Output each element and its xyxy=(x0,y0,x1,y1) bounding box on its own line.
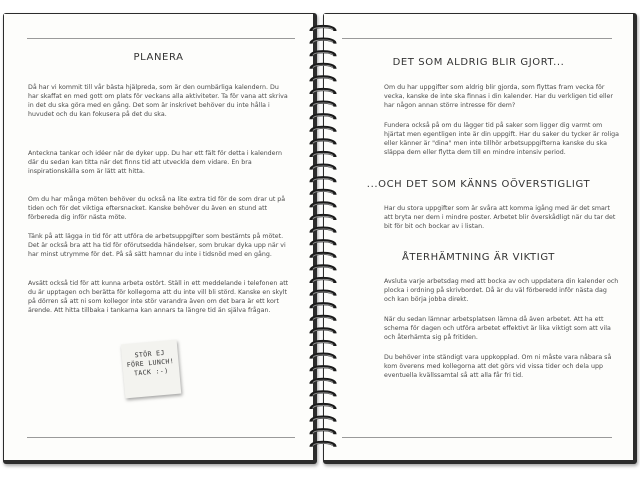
right-page xyxy=(324,14,633,460)
spiral-ring xyxy=(311,291,335,296)
paragraph: Du behöver inte ständigt vara uppkopplad. Om ni måste vara nåbara så kom överens med kollegorna att det görs vid vissa tider och dela upp eventuella kvällssamtal så att alla får fri tid. xyxy=(384,354,612,380)
spiral-ring xyxy=(311,178,335,183)
spiral-ring xyxy=(311,39,335,44)
spiral-ring xyxy=(311,266,335,271)
spiral-ring xyxy=(311,165,335,170)
spiral-ring xyxy=(311,64,335,69)
bottom-rule xyxy=(27,437,295,438)
spiral-ring xyxy=(311,115,335,120)
spiral-ring xyxy=(311,77,335,82)
spiral-ring xyxy=(311,329,335,334)
spiral-ring xyxy=(311,228,335,233)
bottom-rule xyxy=(342,437,612,438)
spiral-ring xyxy=(311,90,335,95)
paragraph: Avsluta varje arbetsdag med att bocka av och uppdatera din kalender och plocka i ordning på skrivbordet. Då är du väl förberedd inför nästa dag och kan börja jobba direkt. xyxy=(384,278,619,304)
section-heading: ÅTERHÄMTNING ÄR VIKTIGT xyxy=(401,252,556,263)
spiral-ring xyxy=(311,316,335,321)
spiral-ring xyxy=(311,354,335,359)
top-rule xyxy=(27,38,295,39)
page-heading: PLANERA xyxy=(133,52,184,63)
spiral-ring xyxy=(311,430,335,435)
sticky-note-line: STÖR EJ xyxy=(134,348,166,360)
spiral-ring xyxy=(311,442,335,447)
top-rule xyxy=(342,38,612,39)
sticky-note-line: TACK :-) xyxy=(133,366,169,378)
spiral-ring xyxy=(311,342,335,347)
spiral-ring xyxy=(311,190,335,195)
section-heading: ...OCH DET SOM KÄNNS OÖVERSTIGLIGT xyxy=(366,179,591,190)
spiral-ring xyxy=(311,140,335,145)
spiral-ring xyxy=(311,203,335,208)
spiral-ring xyxy=(311,241,335,246)
paragraph: Anteckna tankar och idéer när de dyker upp. Du har ett fält för detta i kalendern där du sedan kan titta när det finns tid att utveckla dem vidare. En bra inspirationskälla som är lätt att hitta. xyxy=(28,150,283,176)
spiral-ring xyxy=(311,304,335,309)
sticky-note-line: FÖRE LUNCH! xyxy=(126,356,175,370)
spiral-ring xyxy=(311,379,335,384)
spiral-ring xyxy=(311,102,335,107)
spiral-ring xyxy=(311,216,335,221)
spiral-ring xyxy=(311,52,335,57)
spiral-ring xyxy=(311,367,335,372)
sticky-note xyxy=(121,340,181,399)
paragraph: När du sedan lämnar arbetsplatsen lämna då även arbetet. Att ha ett schema för dagen och utföra arbetet effektivt är lika viktigt som att vila och återhämta sig på fritiden. xyxy=(384,316,611,342)
spiral-ring xyxy=(311,127,335,132)
paragraph: Om du har uppgifter som aldrig blir gjorda, som flyttas fram vecka för vecka, kanske de inte ska finnas i din kalender. Har du verkligen tid eller har någon annan större intresse för dem? xyxy=(384,84,613,110)
spiral-ring xyxy=(311,153,335,158)
spiral-ring xyxy=(311,279,335,284)
spiral-ring xyxy=(311,405,335,410)
paragraph: Har du stora uppgifter som är svåra att komma igång med är det smart att bryta ner dem i mindre poster. Arbetet blir överskådligt när du tar det bit för bit och bockar av i listan. xyxy=(384,205,616,231)
paragraph: Om du har många möten behöver du också na lite extra tid för de som drar ut på tiden och för det viktiga eftersnacket. Kanske behöver du även en stund att förbereda dig inför nästa möte. xyxy=(28,196,286,222)
paragraph: Fundera också på om du lägger tid på saker som ligger dig varmt om hjärtat men egentligen inte är din uppgift. Har du saker du tycker är roliga eller känner är "dina" men inte tillhör arbetsuppgifterna kanske du ska släppa dem eller flytta dem till en mindre intensiv period. xyxy=(384,122,619,157)
spiral-binding xyxy=(308,22,338,452)
paragraph: Tänk på att lägga in tid för att utföra de arbetsuppgifter som bestämts på mötet. Det är också bra att ha tid för oförutsedda händelser, som brukar dyka upp när vi har minst utrymme för det. På så sätt hamnar du inte i tidsnöd med en gång. xyxy=(28,233,286,259)
spiral-ring xyxy=(311,253,335,257)
spiral-ring xyxy=(311,27,335,32)
spiral-ring xyxy=(311,392,335,397)
spiral-ring xyxy=(311,417,335,422)
paragraph: Då har vi kommit till vår bästa hjälpreda, som är den oumbärliga kalendern. Du har skaffat en med gott om plats för veckans alla aktiviteter. Ta för vana att skriva in det du ska göra med en gång. Det som är inskrivet behöver du inte hålla i huvudet och du kan fokusera på det du ska. xyxy=(28,84,288,119)
paragraph: Avsätt också tid för att kunna arbeta ostört. Ställ in ett meddelande i telefonen att du är upptagen och berätta för kollegorna att du inte vill bli störd. Kanske en skylt på dörren så att ni som kollegor inte stör varandra även om det bara är ett kort ärende. Att hitta tillbaka i tankarna kan annars ta längre tid än själva frågan. xyxy=(28,280,289,315)
section-heading: DET SOM ALDRIG BLIR GJORT... xyxy=(392,57,565,68)
